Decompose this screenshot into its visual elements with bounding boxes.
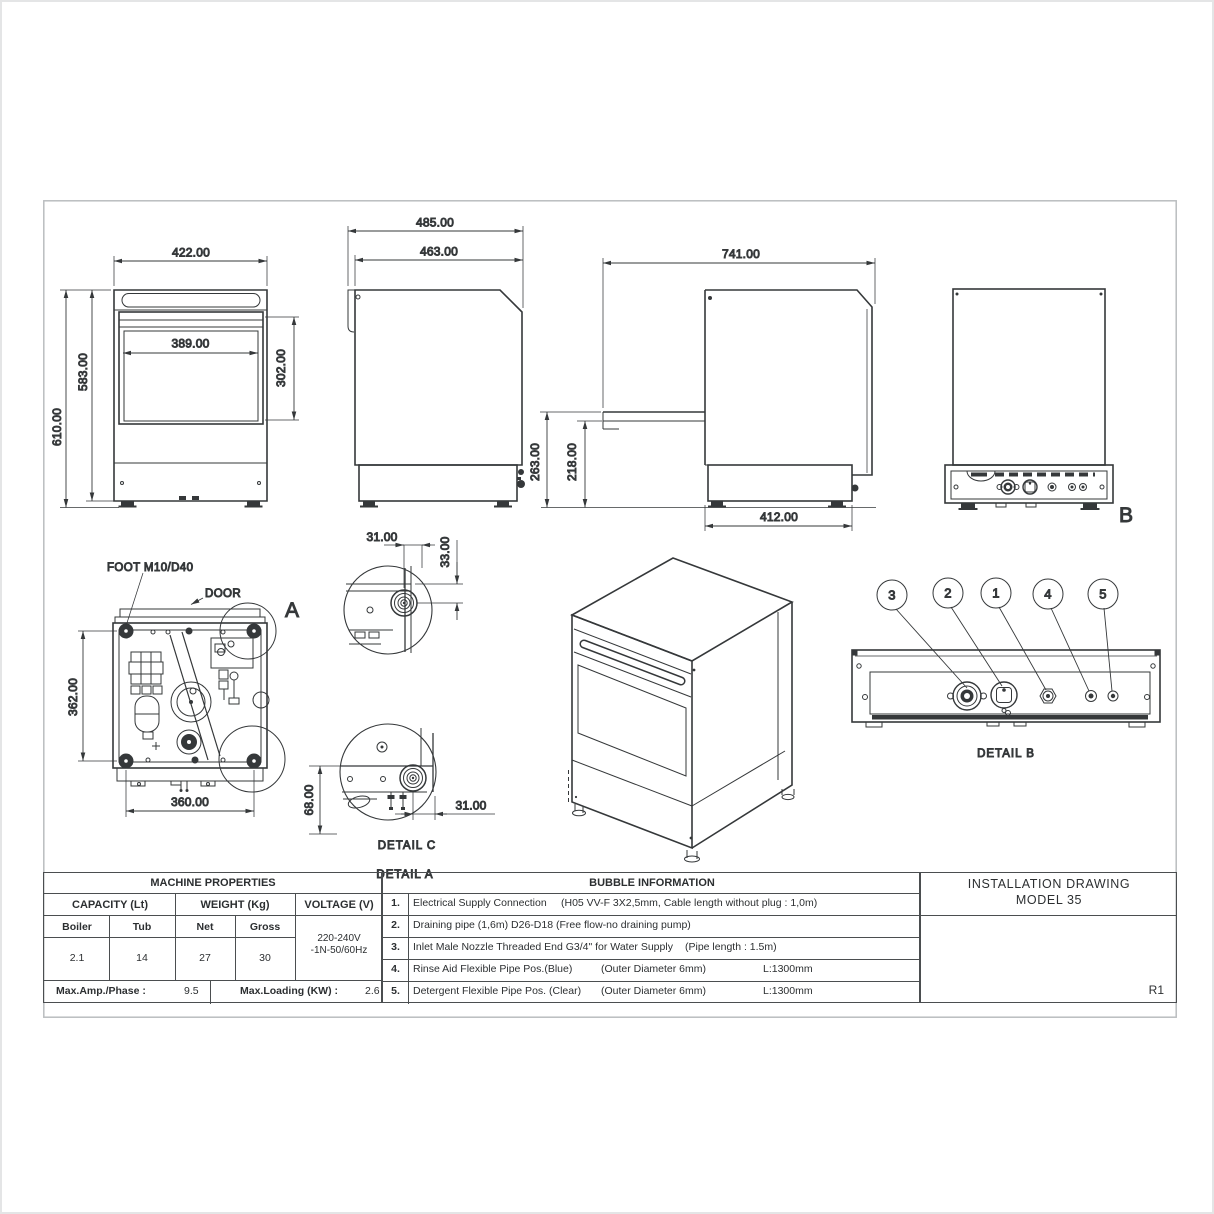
- voltage-value-line1: 220-240V: [317, 933, 361, 944]
- plan-components: [129, 632, 269, 760]
- drawing-title-line2: MODEL 35: [1015, 893, 1083, 907]
- machine-properties-table: [43, 872, 382, 1003]
- bubble-row-4-length: L:1300mm: [763, 963, 813, 975]
- bubble-information-title: BUBBLE INFORMATION: [589, 876, 715, 889]
- val-net: 27: [199, 952, 211, 964]
- machine-properties-title: MACHINE PROPERTIES: [150, 877, 276, 889]
- bubble-information-table: [382, 872, 920, 1003]
- max-amp-label: Max.Amp./Phase :: [56, 985, 146, 997]
- detail-a-label: DETAIL A: [376, 869, 434, 881]
- detail-c-label: DETAIL C: [377, 840, 437, 852]
- col-net: Net: [196, 921, 214, 933]
- bubble-row-5-text: Detergent Flexible Pipe Pos. (Clear): [413, 985, 582, 997]
- bubble-row-3-text: Inlet Male Nozzle Threaded End G3/4" for Water Supply: [413, 941, 673, 953]
- dim-plan-depth: 362.00: [66, 678, 80, 716]
- val-gross: 30: [259, 952, 271, 964]
- dim-detail-a-1: 31.00: [366, 530, 398, 544]
- plan-view: [66, 562, 300, 817]
- dim-open-door-height: 263.00: [528, 443, 542, 481]
- detail-a-view: [344, 530, 463, 881]
- bubble-row-4-spec: (Outer Diameter 6mm): [601, 963, 707, 975]
- bubble-row-4-num: 4.: [391, 963, 400, 975]
- back-view: [945, 289, 1134, 527]
- max-loading-value: 2.6: [365, 985, 380, 997]
- bubble-row-5-length: L:1300mm: [763, 985, 813, 997]
- dim-open-body-depth: 412.00: [760, 510, 798, 524]
- bubble-row-4-text: Rinse Aid Flexible Pipe Pos.(Blue): [413, 963, 573, 975]
- bubble-row-5-num: 5.: [391, 985, 400, 997]
- dim-open-door-clearance: 218.00: [565, 443, 579, 481]
- val-tub: 14: [136, 952, 148, 964]
- bubble-3: 3: [888, 587, 896, 603]
- door-label: DOOR: [205, 588, 242, 600]
- max-amp-value: 9.5: [184, 985, 199, 997]
- bubble-row-5-spec: (Outer Diameter 6mm): [601, 985, 707, 997]
- dim-side-total-depth: 485.00: [416, 215, 454, 230]
- bubble-row-2-num: 2.: [391, 919, 400, 931]
- drawing-title-line1: INSTALLATION DRAWING: [967, 877, 1131, 891]
- weight-header: WEIGHT (Kg): [200, 899, 270, 911]
- foot-label: FOOT M10/D40: [107, 562, 194, 574]
- bubble-row-3-num: 3.: [391, 941, 400, 953]
- col-tub: Tub: [132, 921, 152, 933]
- val-boiler: 2.1: [69, 952, 85, 964]
- title-block: [920, 872, 1177, 1003]
- callout-a-label: A: [285, 599, 300, 622]
- bubble-row-1-spec: (H05 VV-F 3X2,5mm, Cable length without plug : 1,0m): [561, 897, 818, 909]
- bubble-4: 4: [1044, 586, 1052, 602]
- open-door-view: [528, 247, 876, 531]
- dim-front-width: 422.00: [172, 245, 210, 260]
- revision-label: R1: [1148, 983, 1164, 997]
- detail-b-view: [852, 578, 1160, 760]
- side-view: [348, 216, 525, 508]
- dim-front-inner-width: 389.00: [171, 336, 210, 351]
- bubble-row-1-num: 1.: [391, 897, 400, 909]
- bubble-callouts: [877, 578, 1118, 691]
- callout-b-label: B: [1119, 504, 1134, 527]
- voltage-header: VOLTAGE (V): [304, 899, 374, 911]
- dim-front-door-height: 302.00: [274, 349, 288, 387]
- dim-open-total-depth: 741.00: [722, 247, 760, 261]
- dim-detail-c-1: 68.00: [302, 784, 316, 816]
- bubble-row-2-text: Draining pipe (1,6m) D26-D18 (Free flow-no draining pump): [413, 919, 691, 931]
- dim-plan-width: 360.00: [171, 795, 209, 809]
- max-loading-label: Max.Loading (KW) :: [240, 985, 338, 997]
- col-boiler: Boiler: [62, 921, 92, 933]
- bubble-5: 5: [1099, 586, 1107, 602]
- bubble-row-1-text: Electrical Supply Connection: [413, 897, 547, 909]
- dim-front-total-height: 610.00: [50, 408, 64, 446]
- capacity-header: CAPACITY (Lt): [72, 899, 148, 911]
- detail-c-view: [302, 724, 495, 852]
- detail-b-label: DETAIL B: [977, 748, 1035, 760]
- voltage-value-line2: -1N-50/60Hz: [310, 945, 368, 956]
- dim-detail-a-2: 33.00: [438, 536, 452, 568]
- dim-detail-c-2: 31.00: [455, 798, 487, 813]
- bubble-row-3-spec: (Pipe length : 1.5m): [685, 941, 777, 953]
- dim-side-body-depth: 463.00: [420, 244, 458, 259]
- bubble-2: 2: [944, 585, 952, 601]
- bubble-1: 1: [992, 585, 1000, 601]
- dim-front-body-height: 583.00: [76, 353, 90, 391]
- col-gross: Gross: [249, 921, 281, 933]
- front-view: [50, 246, 299, 508]
- isometric-view: [569, 558, 795, 862]
